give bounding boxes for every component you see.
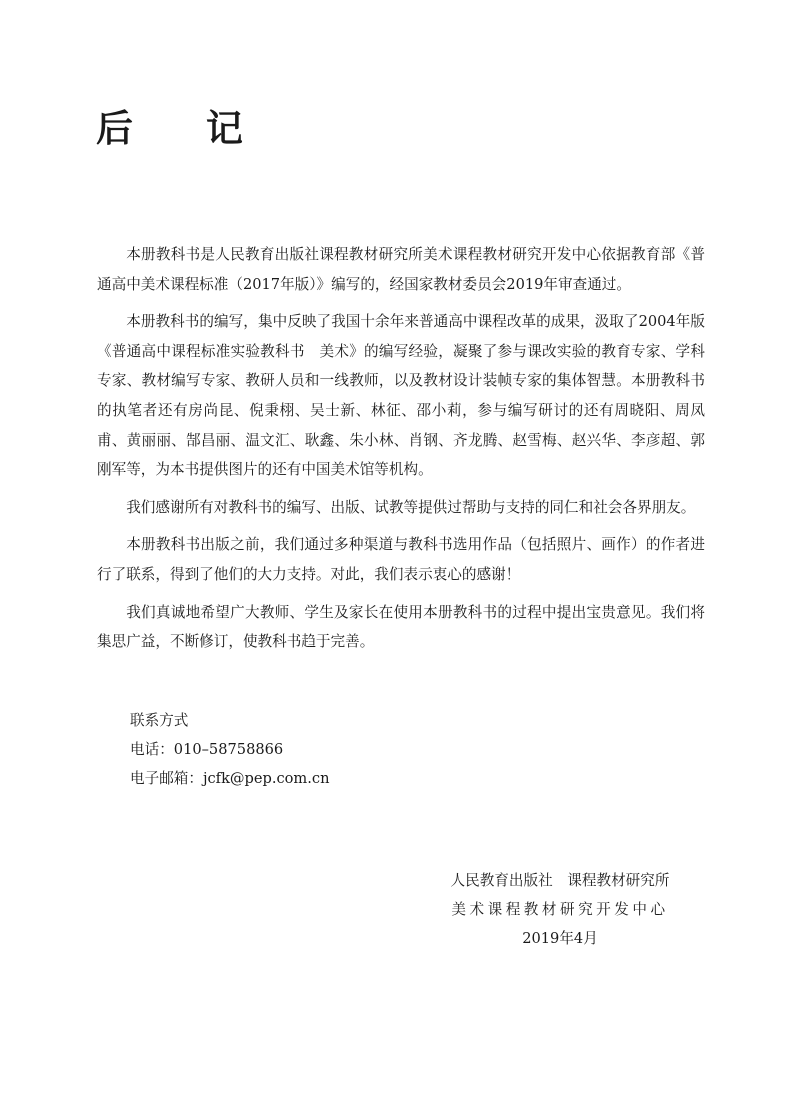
contact-email: 电子邮箱：jcfk@pep.com.cn [130,770,330,787]
page-title: 后 记 [96,107,273,150]
paragraph: 我们真诚地希望广大教师、学生及家长在使用本册教科书的过程中提出宝贵意见。我们将集思广益，不断修订，使教科书趋于完善。 [97,603,705,651]
afterword-body [97,240,705,665]
paragraph: 本册教科书是人民教育出版社课程教材研究所美术课程教材研究开发中心依据教育部《普通高中美术课程标准（2017年版）》编写的，经国家教材委员会2019年审查通过。 [97,246,705,293]
paragraph: 本册教科书的编写，集中反映了我国十余年来普通高中课程改革的成果，汲取了2004年版《普通高中课程标准实验教科书 美术》的编写经验，凝聚了参与课改实验的教育专家、学科专家、教材编写专家、教研人员和一线教师，以及教材设计装帧专家的集体智慧。本册教科书的执笔者还有房尚昆、倪秉栩、吴士新、林征、邵小莉，参与编写研讨的还有周晓阳、周凤甫、黄丽丽、郜昌丽、温文汇、耿鑫、朱小林、肖钢、齐龙腾、赵雪梅、赵兴华、李彦超、郭刚军等，为本书提供图片的还有中国美术馆等机构。 [97,313,705,479]
center-name: 美术课程教材研究开发中心 [451,901,669,918]
signature-date: 2019年4月 [522,930,598,947]
paragraph: 本册教科书出版之前，我们通过多种渠道与教科书选用作品（包括照片、画作）的作者进行了联系，得到了他们的大力支持。对此，我们表示衷心的感谢！ [97,536,705,583]
contact-block [130,706,329,793]
paragraph: 我们感谢所有对教科书的编写、出版、试教等提供过帮助与支持的同仁和社会各界朋友。 [126,498,696,516]
contact-phone: 电话：010–58758866 [130,741,284,758]
publisher-name: 人民教育出版社 课程教材研究所 [450,872,670,889]
contact-heading: 联系方式 [130,712,189,729]
signature-block [430,866,690,953]
